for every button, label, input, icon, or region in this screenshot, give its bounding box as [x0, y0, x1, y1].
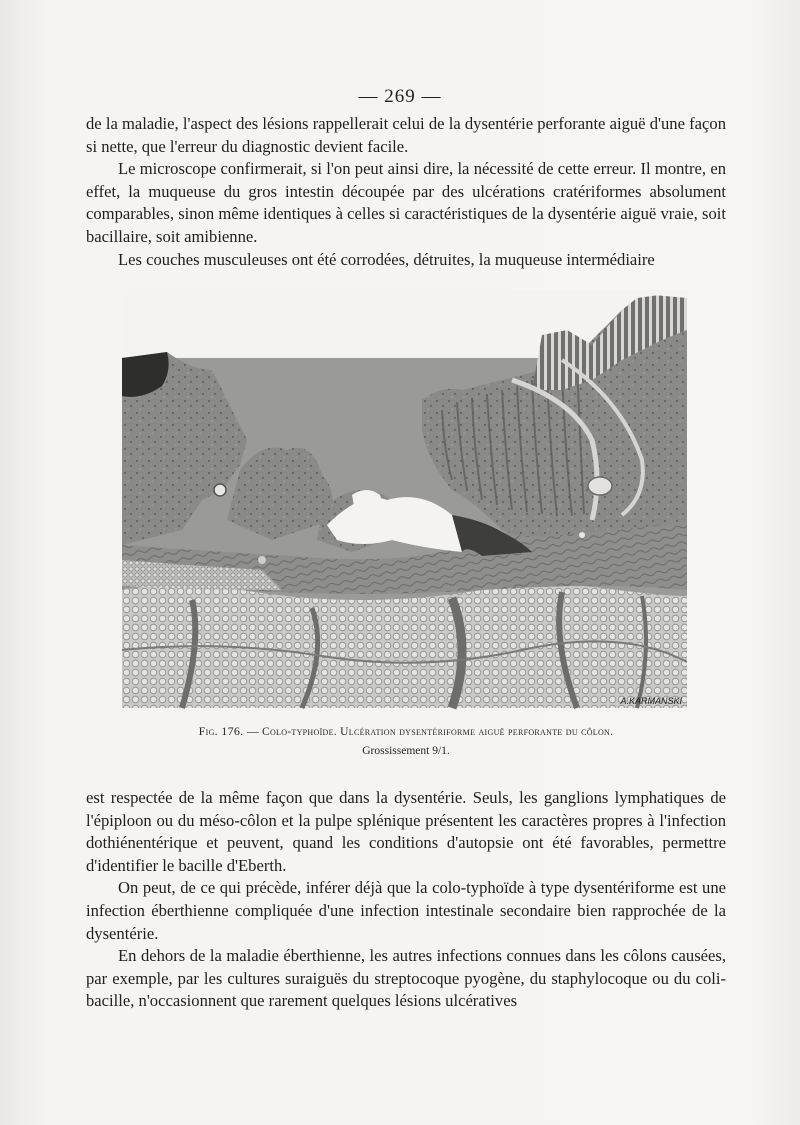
caption-magnification: Grossissement 9/1. — [362, 745, 450, 757]
histology-figure — [122, 290, 687, 712]
caption-label: Fig. 176. — — [198, 724, 260, 738]
caption-title: Colo-typhoïde. Ulcération dysentériforme aiguë perforante du côlon. — [261, 726, 614, 738]
paragraph: Le microscope confirmerait, si l'on peut ainsi dire, la nécessité de cette erreur. Il montre, en effet, la muqueuse du gros intestin découpée par des ulcérations cratériformes absolument comparables, sinon même identiques à celles si caractéristiques de la dysentérie aiguë vraie, soit bacillaire, soit amibienne. — [86, 159, 726, 246]
paragraph: On peut, de ce qui précède, inférer déjà que la colo-typhoïde à type dysentériforme est une infection éberthienne compliquée d'une infection intestinale secondaire bien rapprochée de la dysentérie. — [86, 878, 726, 943]
histology-illustration — [122, 290, 687, 712]
text-block-bottom — [86, 787, 726, 1013]
paragraph: Les couches musculeuses ont été corrodées, détruites, la muqueuse intermédiaire — [118, 249, 655, 269]
figure-caption — [86, 722, 726, 761]
page-number: — 269 — — [358, 86, 442, 107]
paragraph: de la maladie, l'aspect des lésions rappellerait celui de la dysentérie perforante aiguë d'une façon si nette, que l'erreur du diagnostic devient facile. — [86, 114, 726, 156]
illustrator-signature: A.KARMANSKI — [620, 696, 682, 706]
text-block-top — [86, 113, 726, 271]
paragraph: est respectée de la même façon que dans la dysentérie. Seuls, les ganglions lymphatiques de l'épiploon ou du méso-côlon et la pulpe splénique présentent les caractères propres à l'infection dothiénentérique et peuvent, quand les conditions d'autopsie ont été favorables, permettre d'identifier le bacille d'Eberth. — [86, 788, 726, 875]
paragraph: En dehors de la maladie éberthienne, les autres infections connues dans les côlons causées, par exemple, par les cultures suraiguës du streptocoque pyogène, du staphylocoque ou du coli-bacille, n'occasionnent que rarement quelques lésions ulcératives — [86, 946, 726, 1011]
